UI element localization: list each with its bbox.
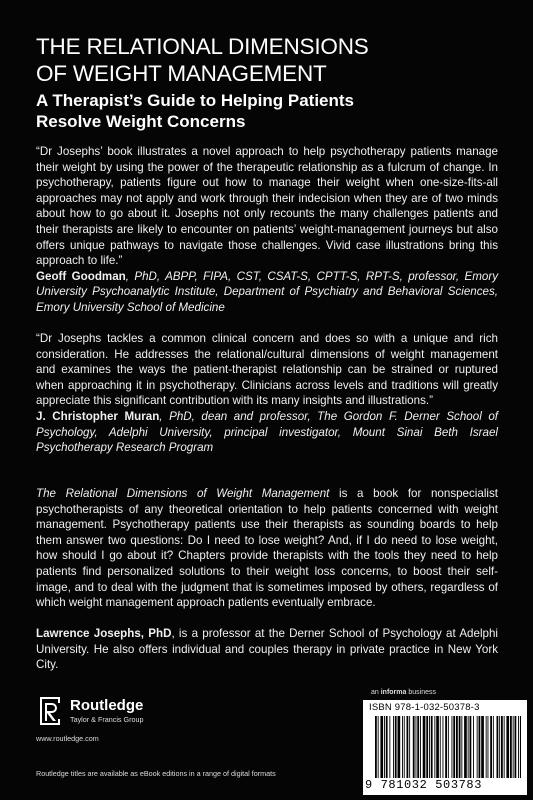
barcode-bar: [461, 716, 462, 778]
barcode-bar: [426, 716, 428, 778]
barcode-bar: [402, 716, 403, 778]
author-bio-text: , is a professor at the Derner School of Psychology at Adelphi University. He also offers individual and couples therapy in private practice in New York City.: [36, 627, 498, 672]
barcode-bar: [518, 716, 519, 778]
barcode-bar: [445, 716, 447, 778]
barcode-bar: [375, 716, 377, 778]
title-line-1: THE RELATIONAL DIMENSIONS: [36, 34, 369, 59]
barcode-bars: [375, 716, 521, 778]
barcode-bar: [407, 716, 409, 778]
barcode-bar: [456, 716, 458, 778]
barcode-bar: [409, 716, 410, 778]
barcode-bar: [477, 716, 478, 778]
barcode-bar: [501, 716, 503, 778]
barcode-bar: [470, 716, 472, 778]
barcode-bar: [416, 716, 417, 778]
barcode-bar: [510, 716, 512, 778]
endorser-credentials: , PhD, dean and professor, The Gordon F. Derner School of Psychology, Adelphi University, principal investigator, Mount Sinai Beth Israel Psychotherapy Research Program: [36, 409, 498, 455]
barcode-bar: [420, 716, 421, 778]
barcode-bar: [490, 716, 492, 778]
subtitle-line-2: Resolve Weight Concerns: [36, 112, 246, 131]
endorsement-quote: “Dr Josephs tackles a common clinical concern and does so with a unique and rich consideration. He addresses the relational/cultural dimensions of weight management and examines the ways the patient-therapist relationship can be strained or ruptured when approaching it in psychotherapy. Clinicians across levels and traditions will greatly appreciate this significant contribution with its many insights and illustrations.”: [36, 332, 498, 408]
book-title: [36, 33, 506, 87]
barcode-bar: [436, 716, 439, 778]
barcode-bar: [481, 716, 484, 778]
barcode-bar: [448, 716, 449, 778]
barcode-bar: [515, 716, 517, 778]
endorsement-attribution: [36, 409, 498, 456]
endorsement-2: [36, 331, 498, 456]
barcode-bar: [464, 716, 467, 778]
barcode-bar: [413, 716, 415, 778]
endorsement-1: [36, 144, 498, 316]
barcode-bar: [395, 716, 397, 778]
informa-suffix: business: [406, 689, 436, 696]
book-description: [36, 486, 498, 611]
endorser-credentials: , PhD, ABPP, FIPA, CST, CSAT-S, CPTT-S, RPT-S, professor, Emory University Psychoanalytic Institute, Department of Psychiatry and Behavioral Sciences, Emory University School of Medicine: [36, 269, 498, 314]
publisher-website: www.routledge.com: [36, 734, 99, 743]
publisher-tagline: Taylor & Francis Group: [70, 715, 144, 724]
publisher-logo: [36, 695, 186, 729]
description-book-title: The Relational Dimensions of Weight Management: [36, 487, 330, 500]
barcode-bar: [389, 716, 390, 778]
barcode-bar: [493, 716, 494, 778]
isbn-barcode: [363, 700, 527, 795]
endorsement-quote: “Dr Josephs’ book illustrates a novel approach to help psychotherapy patients manage their weight by using the power of the therapeutic relationship as a fulcrum of change. In psychotherapy, patients figure out how to manage their weight when one-size-fits-all approaches may not apply and work through their indecision when they are of two minds about how to go about it. Josephs not only recounts the many challenges patients and their therapists are likely to encounter on patients’ weight-management journeys but also offers unique pathways to navigate those challenges. Vivid case illustrations bring this approach to life.”: [36, 145, 498, 268]
barcode-bar: [459, 716, 461, 778]
author-name: Lawrence Josephs, PhD: [36, 627, 172, 640]
barcode-bar: [384, 716, 385, 778]
subtitle-line-1: A Therapist’s Guide to Helping Patients: [36, 91, 355, 110]
barcode-bar: [431, 716, 433, 778]
author-bio: [36, 626, 498, 673]
title-line-2: OF WEIGHT MANAGEMENT: [36, 61, 327, 86]
barcode-bar: [378, 716, 379, 778]
book-subtitle: [36, 90, 506, 132]
description-text: is a book for nonspecialist psychotherapists of any theoretical orientation to help patients concerned with weight management. Psychotherapy patients use their therapists as sounding boards to help them answer two questions: Do I need to lose weight? And, if I do need to lose weight, how should I go about it? Chapters provide therapists with the tools they need to help patients find personalized solutions to their weight loss concerns, to boost their self-image, and to deal with the judgment that is sometimes imposed by others, regardless of which weight management approach patients eventually embrace.: [36, 487, 498, 610]
barcode-bar: [473, 716, 474, 778]
barcode-bar: [423, 716, 426, 778]
barcode-bar: [499, 716, 500, 778]
barcode-bar: [520, 716, 521, 778]
barcode-bar: [398, 716, 401, 778]
informa-brand: informa: [380, 689, 407, 696]
barcode-bar: [513, 716, 514, 778]
barcode-bar: [453, 716, 455, 778]
barcode-bar: [486, 716, 487, 778]
barcode-bar: [506, 716, 509, 778]
informa-prefix: an: [371, 689, 381, 696]
barcode-bar: [468, 716, 469, 778]
barcode-bar: [504, 716, 505, 778]
endorser-name: J. Christopher Muran: [36, 409, 160, 423]
barcode-bar: [434, 716, 435, 778]
publisher-name: Routledge: [70, 697, 144, 714]
ebook-note: Routledge titles are available as eBook editions in a range of digital formats: [36, 769, 276, 778]
endorsement-attribution: [36, 269, 498, 316]
endorser-name: Geoff Goodman: [36, 269, 126, 283]
barcode-bar: [380, 716, 383, 778]
barcode-bar: [443, 716, 444, 778]
informa-business-label: [371, 689, 436, 696]
barcode-bar: [452, 716, 453, 778]
barcode-bar: [417, 716, 419, 778]
barcode-bar: [386, 716, 388, 778]
isbn-label: ISBN 978-1-032-50378-3: [369, 702, 480, 713]
barcode-bar: [404, 716, 405, 778]
barcode-bar: [497, 716, 499, 778]
barcode-bar: [479, 716, 481, 778]
barcode-digits: 9 781032 503783: [365, 778, 483, 792]
barcode-bar: [429, 716, 430, 778]
barcode-bar: [488, 716, 489, 778]
routledge-logo-icon: [36, 695, 64, 727]
barcode-bar: [393, 716, 394, 778]
barcode-bar: [440, 716, 441, 778]
